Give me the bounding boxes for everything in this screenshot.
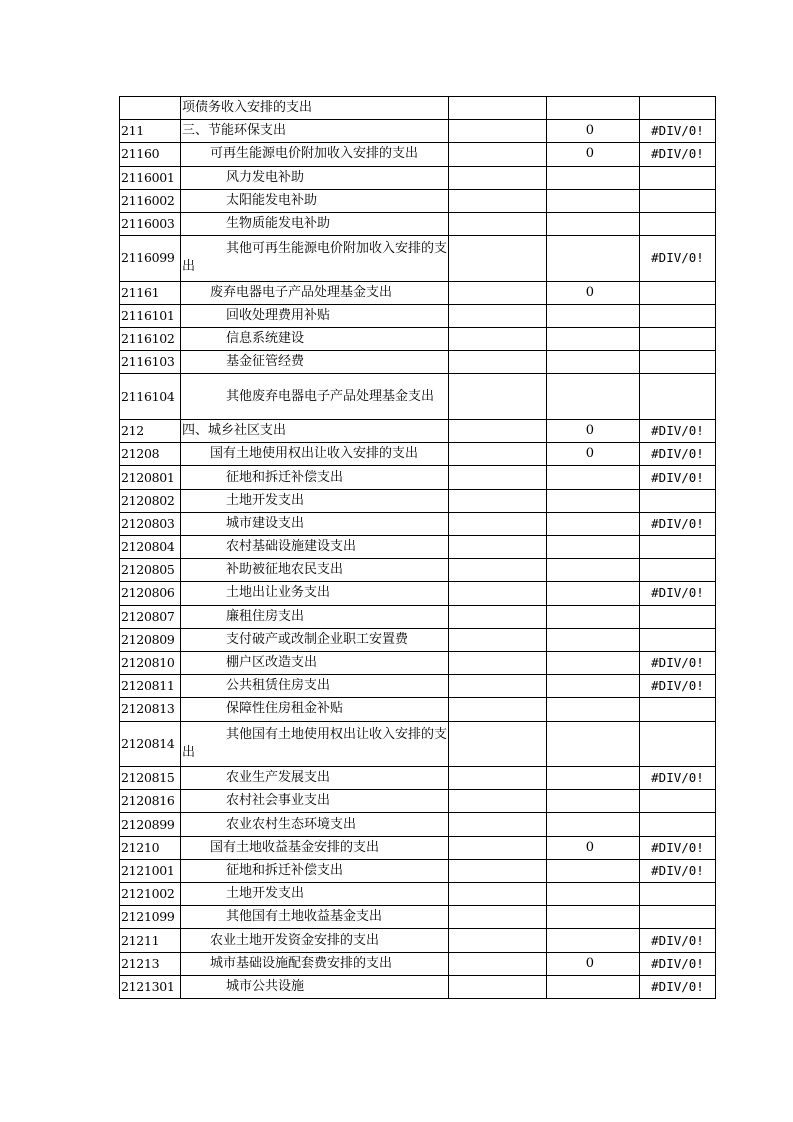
subject-code-cell: 2120815 bbox=[120, 767, 181, 790]
ratio-cell bbox=[640, 189, 716, 212]
amount-cell bbox=[547, 374, 640, 420]
table-row bbox=[120, 120, 716, 143]
table-row bbox=[120, 304, 716, 327]
table-row bbox=[120, 166, 716, 189]
subject-name-cell: 土地开发支出 bbox=[181, 883, 449, 906]
table-row bbox=[120, 628, 716, 651]
table-row bbox=[120, 767, 716, 790]
subject-name-cell: 其他可再生能源电价附加收入安排的支出 bbox=[181, 236, 449, 282]
value-cell-empty bbox=[449, 443, 547, 466]
value-cell-empty bbox=[449, 189, 547, 212]
subject-code-cell: 212 bbox=[120, 420, 181, 443]
subject-name-cell: 征地和拆迁补偿支出 bbox=[181, 466, 449, 489]
subject-name-cell: 其他国有土地收益基金支出 bbox=[181, 906, 449, 929]
ratio-cell bbox=[640, 304, 716, 327]
table-row bbox=[120, 420, 716, 443]
table-row bbox=[120, 536, 716, 559]
ratio-cell: #DIV/0! bbox=[640, 420, 716, 443]
subject-code-cell: 2120806 bbox=[120, 582, 181, 605]
subject-name-cell: 城市公共设施 bbox=[181, 975, 449, 998]
table-row bbox=[120, 790, 716, 813]
subject-name-cell: 可再生能源电价附加收入安排的支出 bbox=[181, 143, 449, 166]
ratio-cell: #DIV/0! bbox=[640, 767, 716, 790]
amount-cell bbox=[547, 328, 640, 351]
subject-code-cell: 2120807 bbox=[120, 605, 181, 628]
table-row bbox=[120, 698, 716, 721]
amount-cell bbox=[547, 651, 640, 674]
table-row bbox=[120, 328, 716, 351]
amount-cell bbox=[547, 628, 640, 651]
amount-cell: 0 bbox=[547, 281, 640, 304]
subject-code-cell: 2116102 bbox=[120, 328, 181, 351]
value-cell-empty bbox=[449, 374, 547, 420]
ratio-cell bbox=[640, 628, 716, 651]
ratio-cell bbox=[640, 721, 716, 767]
ratio-cell: #DIV/0! bbox=[640, 929, 716, 952]
subject-name-cell: 农业农村生态环境支出 bbox=[181, 813, 449, 836]
ratio-cell bbox=[640, 374, 716, 420]
subject-code-cell: 21208 bbox=[120, 443, 181, 466]
subject-code-cell: 2120814 bbox=[120, 721, 181, 767]
amount-cell bbox=[547, 304, 640, 327]
subject-name-cell: 风力发电补助 bbox=[181, 166, 449, 189]
subject-name-cell: 其他国有土地使用权出让收入安排的支出 bbox=[181, 721, 449, 767]
value-cell-empty bbox=[449, 281, 547, 304]
ratio-cell bbox=[640, 559, 716, 582]
subject-name-cell: 补助被征地农民支出 bbox=[181, 559, 449, 582]
ratio-cell: #DIV/0! bbox=[640, 859, 716, 882]
subject-code-cell: 21213 bbox=[120, 952, 181, 975]
subject-code-cell: 2121301 bbox=[120, 975, 181, 998]
subject-code-cell: 2120811 bbox=[120, 675, 181, 698]
subject-name-cell: 棚户区改造支出 bbox=[181, 651, 449, 674]
amount-cell bbox=[547, 813, 640, 836]
table-row bbox=[120, 489, 716, 512]
amount-cell bbox=[547, 975, 640, 998]
ratio-cell bbox=[640, 351, 716, 374]
ratio-cell bbox=[640, 489, 716, 512]
ratio-cell bbox=[640, 166, 716, 189]
amount-cell bbox=[547, 767, 640, 790]
subject-name-cell: 保障性住房租金补贴 bbox=[181, 698, 449, 721]
amount-cell bbox=[547, 236, 640, 282]
value-cell-empty bbox=[449, 651, 547, 674]
value-cell-empty bbox=[449, 836, 547, 859]
amount-cell bbox=[547, 906, 640, 929]
subject-code-cell: 21160 bbox=[120, 143, 181, 166]
subject-name-cell: 农业生产发展支出 bbox=[181, 767, 449, 790]
value-cell-empty bbox=[449, 212, 547, 235]
amount-cell bbox=[547, 512, 640, 535]
ratio-cell bbox=[640, 212, 716, 235]
subject-code-cell: 2120813 bbox=[120, 698, 181, 721]
table-row bbox=[120, 281, 716, 304]
subject-code-cell: 2121002 bbox=[120, 883, 181, 906]
table-row bbox=[120, 443, 716, 466]
subject-code-cell: 2120802 bbox=[120, 489, 181, 512]
ratio-cell bbox=[640, 328, 716, 351]
subject-name-cell: 廉租住房支出 bbox=[181, 605, 449, 628]
value-cell-empty bbox=[449, 767, 547, 790]
amount-cell bbox=[547, 675, 640, 698]
table-row bbox=[120, 859, 716, 882]
subject-code-cell: 2120899 bbox=[120, 813, 181, 836]
ratio-cell bbox=[640, 790, 716, 813]
subject-code-cell: 2116002 bbox=[120, 189, 181, 212]
amount-cell: 0 bbox=[547, 836, 640, 859]
subject-code-cell: 2120803 bbox=[120, 512, 181, 535]
ratio-cell bbox=[640, 605, 716, 628]
subject-name-cell: 信息系统建设 bbox=[181, 328, 449, 351]
subject-name-cell: 基金征管经费 bbox=[181, 351, 449, 374]
value-cell-empty bbox=[449, 466, 547, 489]
amount-cell: 0 bbox=[547, 143, 640, 166]
ratio-cell bbox=[640, 281, 716, 304]
amount-cell bbox=[547, 166, 640, 189]
subject-code-cell: 2120805 bbox=[120, 559, 181, 582]
table-row bbox=[120, 975, 716, 998]
subject-code-cell: 2116101 bbox=[120, 304, 181, 327]
table-row bbox=[120, 212, 716, 235]
subject-code-cell: 21211 bbox=[120, 929, 181, 952]
value-cell-empty bbox=[449, 328, 547, 351]
value-cell-empty bbox=[449, 605, 547, 628]
amount-cell bbox=[547, 97, 640, 120]
value-cell-empty bbox=[449, 628, 547, 651]
table-row bbox=[120, 512, 716, 535]
subject-code-cell: 21161 bbox=[120, 281, 181, 304]
table-row bbox=[120, 582, 716, 605]
table-row bbox=[120, 906, 716, 929]
value-cell-empty bbox=[449, 721, 547, 767]
ratio-cell: #DIV/0! bbox=[640, 120, 716, 143]
ratio-cell bbox=[640, 906, 716, 929]
value-cell-empty bbox=[449, 559, 547, 582]
value-cell-empty bbox=[449, 883, 547, 906]
value-cell-empty bbox=[449, 582, 547, 605]
amount-cell bbox=[547, 582, 640, 605]
value-cell-empty bbox=[449, 859, 547, 882]
subject-code-cell: 2120810 bbox=[120, 651, 181, 674]
value-cell-empty bbox=[449, 143, 547, 166]
subject-code-cell: 2120801 bbox=[120, 466, 181, 489]
amount-cell: 0 bbox=[547, 120, 640, 143]
ratio-cell: #DIV/0! bbox=[640, 582, 716, 605]
table-row bbox=[120, 351, 716, 374]
subject-name-cell: 农村基础设施建设支出 bbox=[181, 536, 449, 559]
value-cell-empty bbox=[449, 166, 547, 189]
value-cell-empty bbox=[449, 813, 547, 836]
subject-code-cell: 2116104 bbox=[120, 374, 181, 420]
value-cell-empty bbox=[449, 512, 547, 535]
subject-name-cell: 农业土地开发资金安排的支出 bbox=[181, 929, 449, 952]
table-row bbox=[120, 836, 716, 859]
value-cell-empty bbox=[449, 906, 547, 929]
table-row bbox=[120, 605, 716, 628]
subject-code-cell: 2116103 bbox=[120, 351, 181, 374]
value-cell-empty bbox=[449, 536, 547, 559]
ratio-cell bbox=[640, 698, 716, 721]
value-cell-empty bbox=[449, 929, 547, 952]
table-row bbox=[120, 97, 716, 120]
table-row bbox=[120, 189, 716, 212]
table-row bbox=[120, 374, 716, 420]
ratio-cell: #DIV/0! bbox=[640, 143, 716, 166]
ratio-cell: #DIV/0! bbox=[640, 466, 716, 489]
budget-table-body bbox=[120, 97, 716, 999]
table-row bbox=[120, 466, 716, 489]
subject-name-cell: 土地开发支出 bbox=[181, 489, 449, 512]
table-row bbox=[120, 675, 716, 698]
amount-cell bbox=[547, 212, 640, 235]
ratio-cell: #DIV/0! bbox=[640, 443, 716, 466]
ratio-cell: #DIV/0! bbox=[640, 975, 716, 998]
value-cell-empty bbox=[449, 236, 547, 282]
ratio-cell: #DIV/0! bbox=[640, 512, 716, 535]
subject-code-cell: 2120816 bbox=[120, 790, 181, 813]
amount-cell bbox=[547, 351, 640, 374]
value-cell-empty bbox=[449, 351, 547, 374]
subject-code-cell: 2120809 bbox=[120, 628, 181, 651]
table-row bbox=[120, 883, 716, 906]
subject-name-cell: 四、城乡社区支出 bbox=[181, 420, 449, 443]
value-cell-empty bbox=[449, 975, 547, 998]
ratio-cell: #DIV/0! bbox=[640, 675, 716, 698]
amount-cell: 0 bbox=[547, 952, 640, 975]
subject-code-cell bbox=[120, 97, 181, 120]
subject-name-cell: 农村社会事业支出 bbox=[181, 790, 449, 813]
ratio-cell bbox=[640, 97, 716, 120]
subject-name-cell: 生物质能发电补助 bbox=[181, 212, 449, 235]
amount-cell bbox=[547, 189, 640, 212]
amount-cell bbox=[547, 883, 640, 906]
subject-name-cell: 废弃电器电子产品处理基金支出 bbox=[181, 281, 449, 304]
amount-cell bbox=[547, 466, 640, 489]
table-row bbox=[120, 721, 716, 767]
subject-name-cell: 国有土地收益基金安排的支出 bbox=[181, 836, 449, 859]
ratio-cell: #DIV/0! bbox=[640, 236, 716, 282]
subject-name-cell: 国有土地使用权出让收入安排的支出 bbox=[181, 443, 449, 466]
table-row bbox=[120, 952, 716, 975]
subject-code-cell: 2121099 bbox=[120, 906, 181, 929]
subject-name-cell: 土地出让业务支出 bbox=[181, 582, 449, 605]
table-row bbox=[120, 651, 716, 674]
value-cell-empty bbox=[449, 675, 547, 698]
value-cell-empty bbox=[449, 790, 547, 813]
subject-code-cell: 211 bbox=[120, 120, 181, 143]
value-cell-empty bbox=[449, 952, 547, 975]
value-cell-empty bbox=[449, 698, 547, 721]
subject-code-cell: 21210 bbox=[120, 836, 181, 859]
budget-table bbox=[119, 96, 716, 999]
subject-name-cell: 其他废弃电器电子产品处理基金支出 bbox=[181, 374, 449, 420]
subject-name-cell: 公共租赁住房支出 bbox=[181, 675, 449, 698]
subject-code-cell: 2120804 bbox=[120, 536, 181, 559]
subject-name-cell: 支付破产或改制企业职工安置费 bbox=[181, 628, 449, 651]
subject-name-cell: 征地和拆迁补偿支出 bbox=[181, 859, 449, 882]
amount-cell bbox=[547, 698, 640, 721]
subject-code-cell: 2116003 bbox=[120, 212, 181, 235]
table-row bbox=[120, 559, 716, 582]
value-cell-empty bbox=[449, 489, 547, 512]
table-row bbox=[120, 929, 716, 952]
table-row bbox=[120, 236, 716, 282]
amount-cell: 0 bbox=[547, 443, 640, 466]
subject-name-cell: 城市基础设施配套费安排的支出 bbox=[181, 952, 449, 975]
amount-cell bbox=[547, 536, 640, 559]
amount-cell bbox=[547, 605, 640, 628]
ratio-cell bbox=[640, 536, 716, 559]
value-cell-empty bbox=[449, 97, 547, 120]
subject-name-cell: 城市建设支出 bbox=[181, 512, 449, 535]
value-cell-empty bbox=[449, 420, 547, 443]
subject-name-cell: 项债务收入安排的支出 bbox=[181, 97, 449, 120]
amount-cell bbox=[547, 721, 640, 767]
subject-code-cell: 2121001 bbox=[120, 859, 181, 882]
ratio-cell bbox=[640, 813, 716, 836]
table-row bbox=[120, 813, 716, 836]
subject-code-cell: 2116001 bbox=[120, 166, 181, 189]
subject-code-cell: 2116099 bbox=[120, 236, 181, 282]
ratio-cell: #DIV/0! bbox=[640, 651, 716, 674]
amount-cell: 0 bbox=[547, 420, 640, 443]
subject-name-cell: 太阳能发电补助 bbox=[181, 189, 449, 212]
subject-name-cell: 回收处理费用补贴 bbox=[181, 304, 449, 327]
ratio-cell: #DIV/0! bbox=[640, 952, 716, 975]
amount-cell bbox=[547, 929, 640, 952]
value-cell-empty bbox=[449, 120, 547, 143]
amount-cell bbox=[547, 559, 640, 582]
table-row bbox=[120, 143, 716, 166]
subject-name-cell: 三、节能环保支出 bbox=[181, 120, 449, 143]
value-cell-empty bbox=[449, 304, 547, 327]
amount-cell bbox=[547, 489, 640, 512]
amount-cell bbox=[547, 790, 640, 813]
ratio-cell bbox=[640, 883, 716, 906]
ratio-cell: #DIV/0! bbox=[640, 836, 716, 859]
amount-cell bbox=[547, 859, 640, 882]
